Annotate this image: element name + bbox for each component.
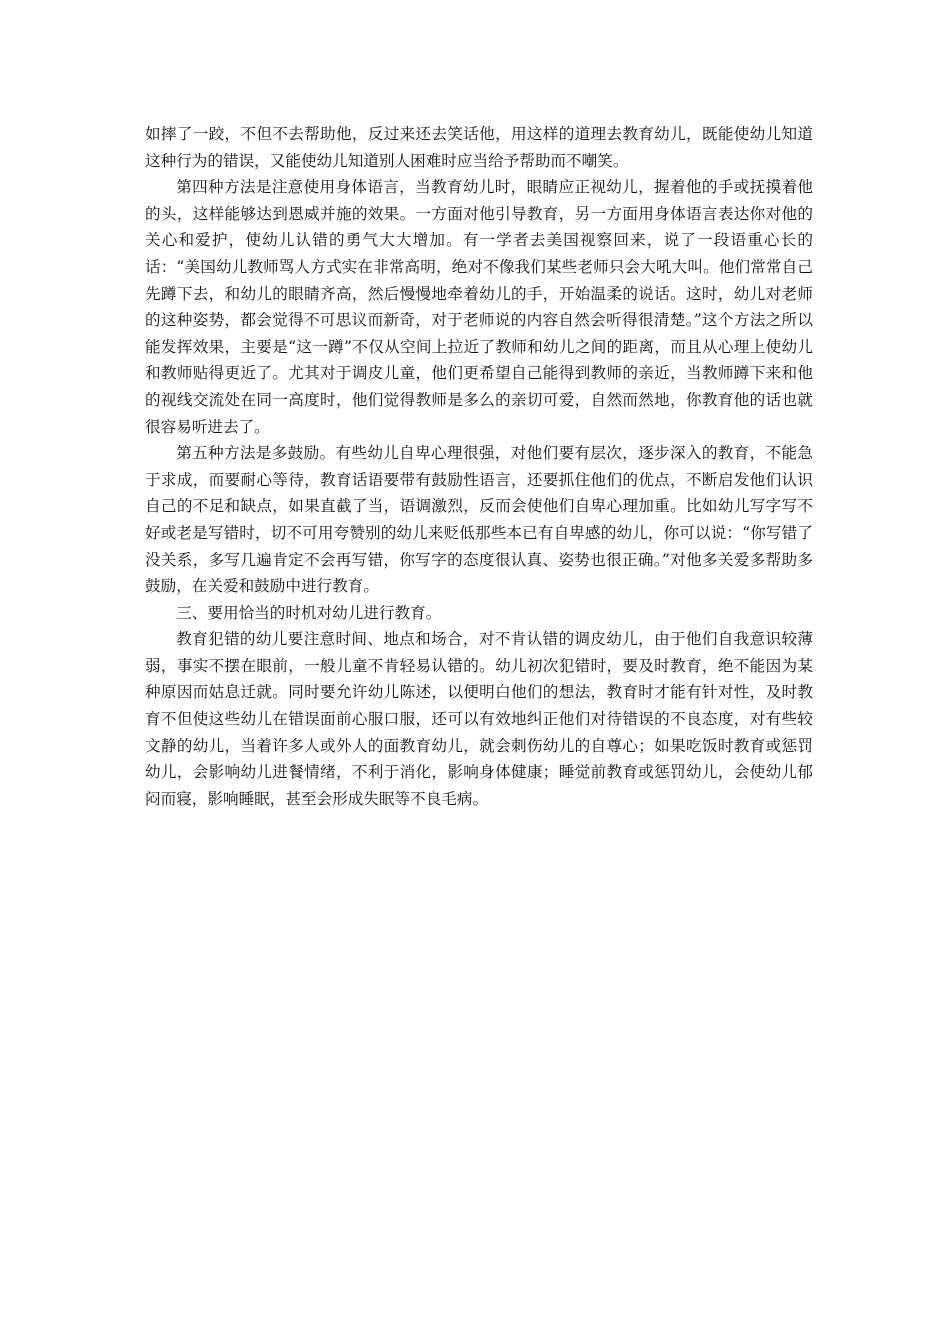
- paragraph-method-four: 第四种方法是注意使用身体语言，当教育幼儿时，眼睛应正视幼儿，握着他的手或抚摸着他的头，这样能够达到恩威并施的效果。一方面对他引导教育，另一方面用身体语言表达你对他的关心和爱护，使幼儿认错的勇气大大增加。有一学者去美国视察回来，说了一段语重心长的话：“美国幼儿教师骂人方式实在非常高明，绝对不像我们某些老师只会大吼大叫。他们常常自己先蹲下去，和幼儿的眼睛齐高，然后慢慢地牵着幼儿的手，开始温柔的说话。这时，幼儿对老师的这种姿势，都会觉得不可思议而新奇，对于老师说的内容自然会听得很清楚。”这个方法之所以能发挥效果，主要是“这一蹲”不仅从空间上拉近了教师和幼儿之间的距离，而且从心理上使幼儿和教师贴得更近了。尤其对于调皮儿童，他们更希望自己能得到教师的亲近，当教师蹲下来和他的视线交流处在同一高度时，他们觉得教师是多么的亲切可爱，自然而然地，你教育他的话也就很容易听进去了。: [145, 178, 813, 436]
- section-heading-three: 三、要用恰当的时机对幼儿进行教育。: [176, 603, 442, 622]
- paragraph-method-five: 第五种方法是多鼓励。有些幼儿自卑心理很强，对他们要有层次，逐步深入的教育，不能急于求成，而要耐心等待，教育话语要带有鼓励性语言，还要抓住他们的优点，不断启发他们认识自己的不足和缺点，如果直截了当，语调激烈，反而会使他们自卑心理加重。比如幼儿写字写不好或老是写错时，切不可用夸赞别的幼儿来贬低那些本已有自卑感的幼儿，你可以说：“你写错了没关系，多写几遍肯定不会再写错，你写字的态度很认真、姿势也很正确。”对他多关爱多帮助多鼓励，在关爱和鼓励中进行教育。: [145, 444, 813, 596]
- paragraph-timing: 教育犯错的幼儿要注意时间、地点和场合，对不肯认错的调皮幼儿，由于他们自我意识较薄弱，事实不摆在眼前，一般儿童不肯轻易认错的。幼儿初次犯错时，要及时教育，绝不能因为某种原因而姑息迁就。同时要允许幼儿陈述，以便明白他们的想法，教育时才能有针对性，及时教育不但使这些幼儿在错误面前心服口服，还可以有效地纠正他们对待错误的不良态度，对有些较文静的幼儿，当着许多人或外人的面教育幼儿，就会刺伤幼儿的自尊心；如果吃饭时教育或惩罚幼儿，会影响幼儿进餐情绪，不利于消化，影响身体健康；睡觉前教育或惩罚幼儿，会使幼儿郁闷而寝，影响睡眠，甚至会形成失眠等不良毛病。: [145, 630, 813, 808]
- paragraph-continuation: 如摔了一跤，不但不去帮助他，反过来还去笑话他，用这样的道理去教育幼儿，既能使幼儿知道这种行为的错误，又能使幼儿知道别人困难时应当给予帮助而不嘲笑。: [145, 125, 813, 170]
- document-body: [145, 121, 813, 812]
